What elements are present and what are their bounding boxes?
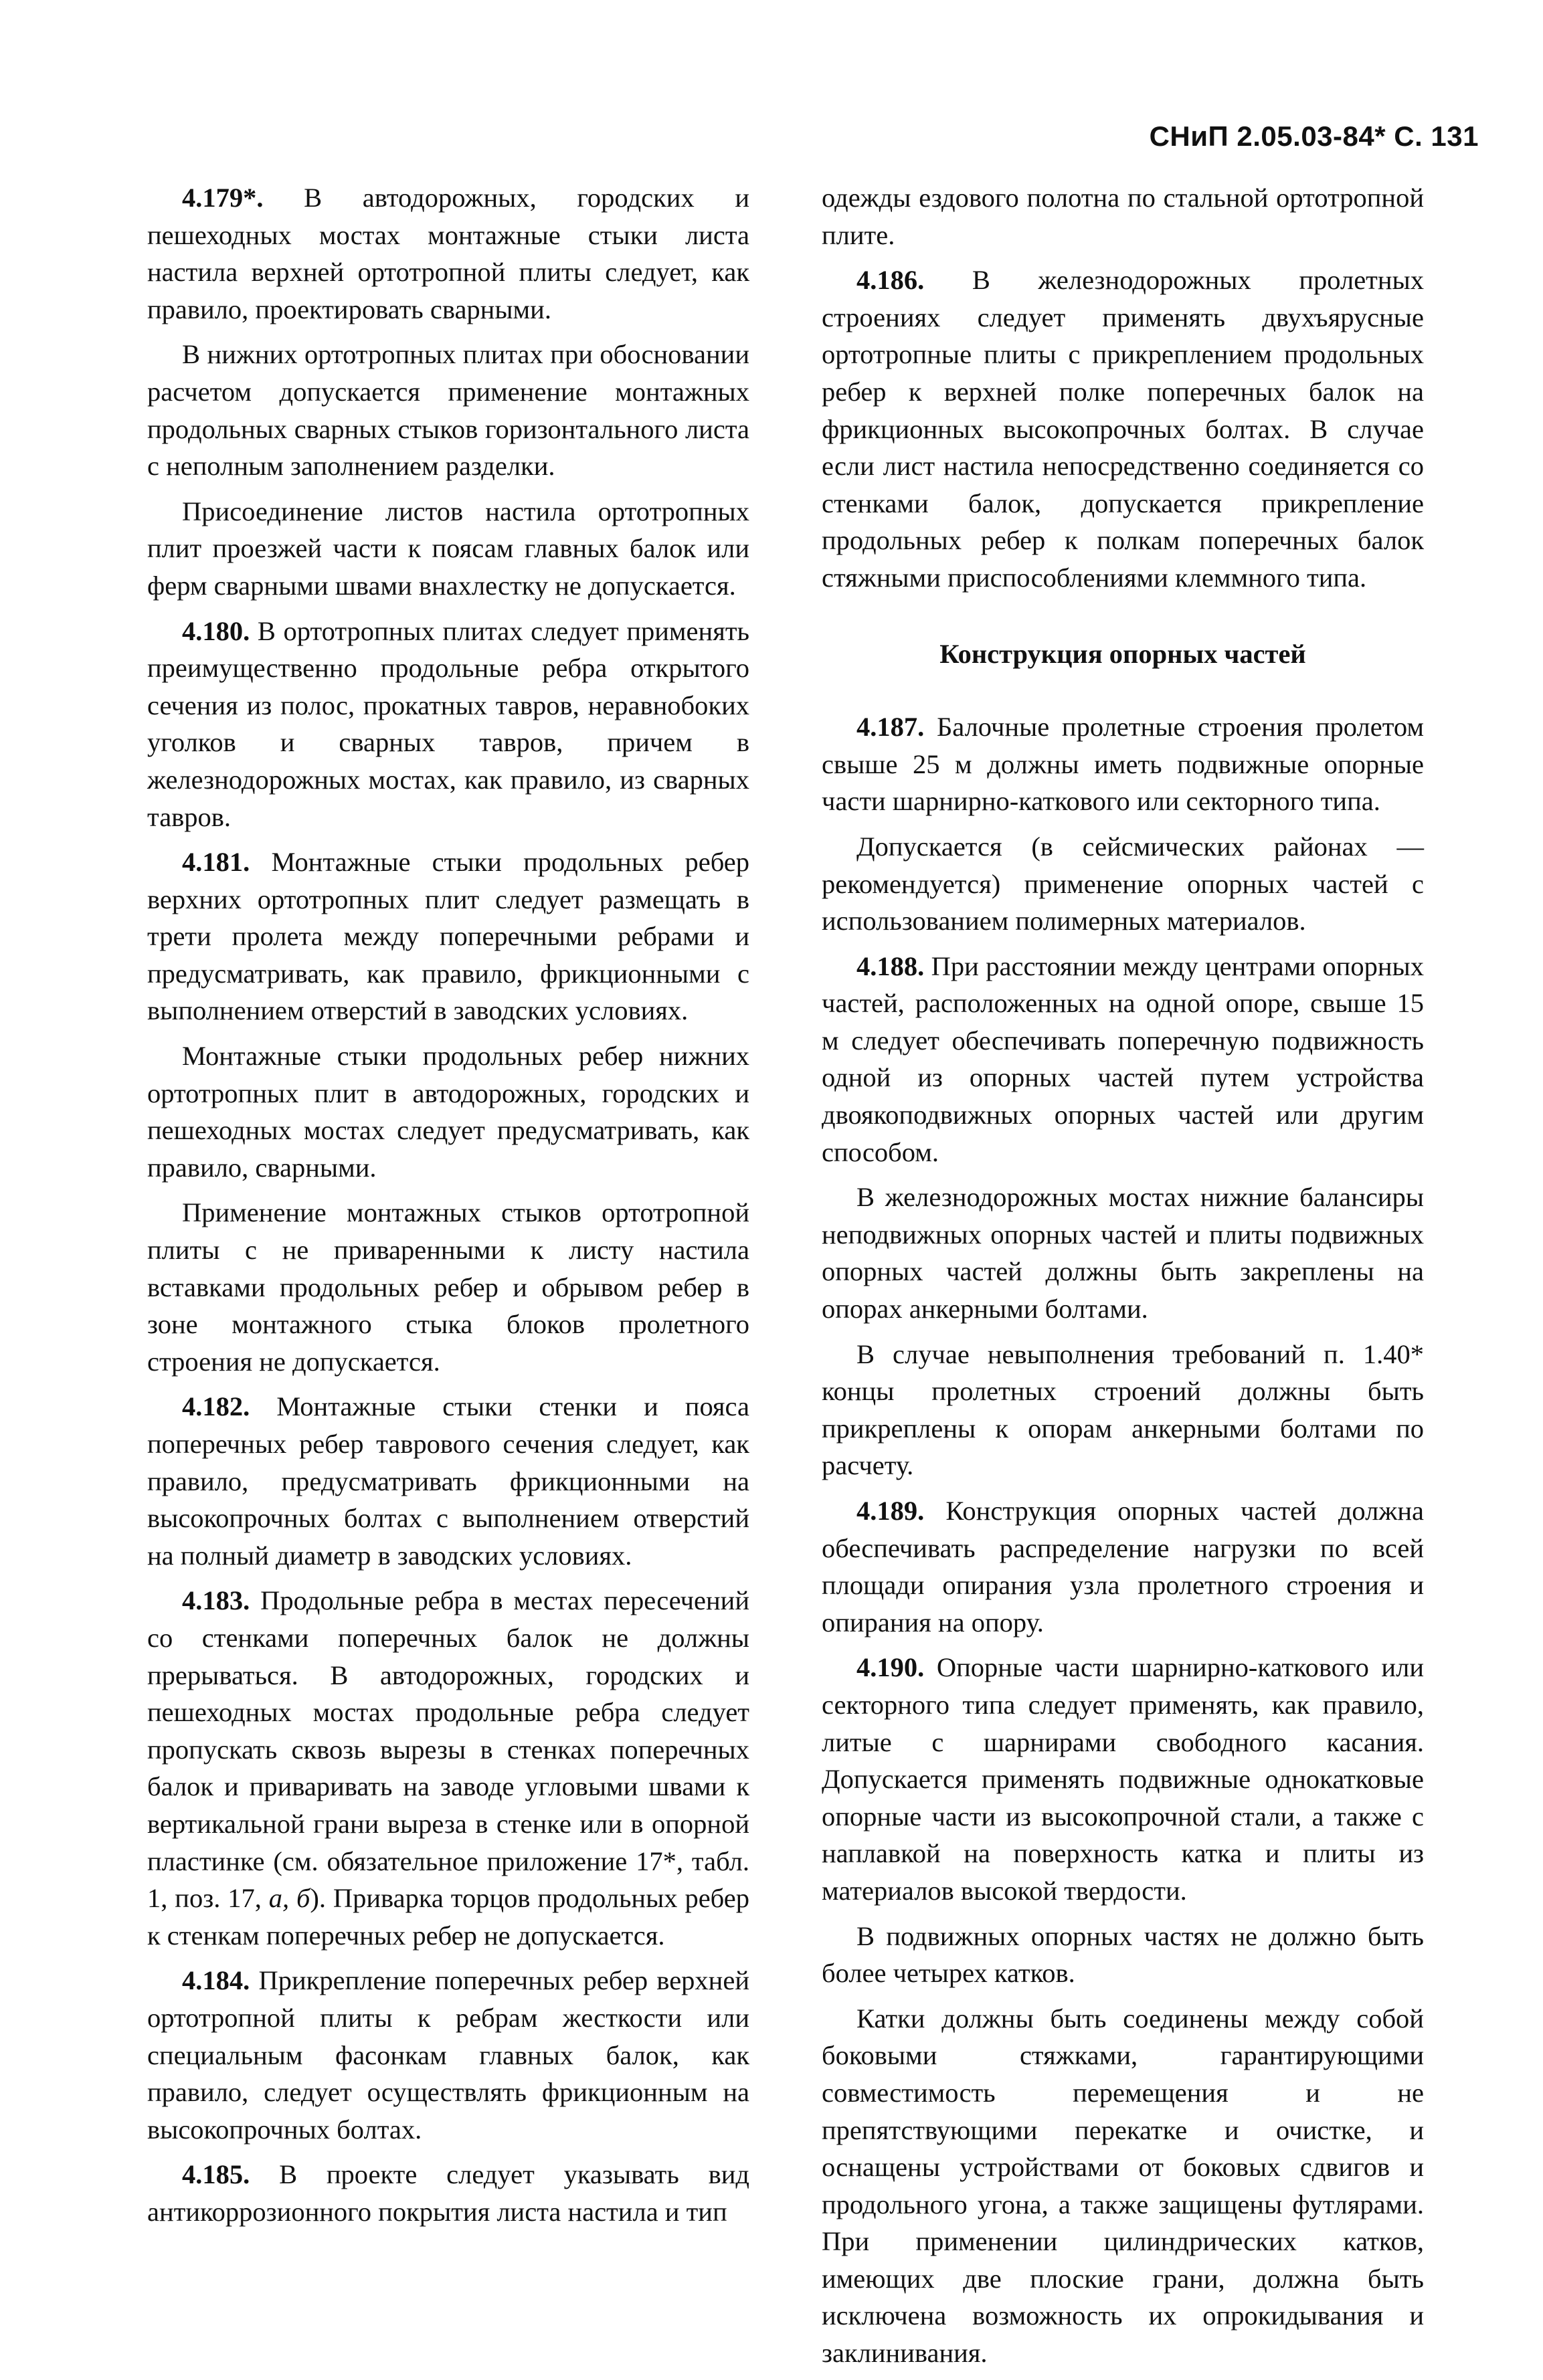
paragraph-text: Опорные части шарнирно-каткового или секторного типа следует применять, как правило, литые с шарнирами свободного касания. Допускается применять подвижные однокатковые опорные части из высокопрочной стали, а также с наплавкой на поверхность катка и плиты из материалов высокой твердости. xyxy=(822,1652,1424,1906)
paragraph-text: В случае невыполнения требований п. 1.40* концы пролетных строений должны быть прикреплены к опорам анкерными болтами по расчету. xyxy=(822,1338,1424,1481)
clause-paragraph xyxy=(822,1492,1424,1641)
clause-number: 4.187. xyxy=(856,712,925,742)
paragraph-text: одежды ездового полотна по стальной ортотропной плите. xyxy=(822,183,1424,250)
clause-paragraph xyxy=(147,2156,749,2230)
paragraph-text: При расстоянии между центрами опорных частей, расположенных на одной опоре, свыше 15 м следует обеспечивать поперечную подвижность одной из опорных частей путем устройства двоякоподвижных опорных частей или другим способом. xyxy=(822,951,1424,1167)
clause-paragraph xyxy=(147,844,749,1029)
paragraph xyxy=(822,828,1424,940)
clause-number: 4.183. xyxy=(182,1585,250,1616)
clause-number: 4.188. xyxy=(856,951,925,981)
clause-number: 4.184. xyxy=(182,1965,250,1996)
clause-paragraph xyxy=(822,262,1424,596)
clause-number: 4.182. xyxy=(182,1391,250,1422)
clause-paragraph xyxy=(822,948,1424,1171)
paragraph-text: Монтажные стыки продольных ребер нижних ортотропных плит в автодорожных, городских и пешеходных мостах следует предусматривать, как правило, сварными. xyxy=(147,1041,749,1183)
paragraph xyxy=(147,1037,749,1186)
clause-paragraph xyxy=(147,1582,749,1954)
clause-number: 4.181. xyxy=(182,847,250,878)
paragraph xyxy=(822,1179,1424,1327)
clause-paragraph xyxy=(822,708,1424,820)
paragraph-text: Применение монтажных стыков ортотропной плиты с не приваренными к листу настила вставками продольных ребер и обрывом ребер в зоне монтажного стыка блоков пролетного строения не допускается. xyxy=(147,1197,749,1377)
left-column xyxy=(147,179,749,2238)
paragraph xyxy=(147,1194,749,1380)
paragraph-text: Допускается (в сейсмических районах — рекомендуется) применение опорных частей с использованием полимерных материалов. xyxy=(822,831,1424,936)
clause-number: 4.186. xyxy=(856,265,925,296)
paragraph-text: В железнодорожных пролетных строениях следует применять двухъярусные ортотропные плиты с прикреплением продольных ребер к верхней полке поперечных балок на фрикционных высокопрочных болтах. В случае если лист настила непосредственно соединяется со стенками балок, допускается прикрепление продольных ребер к полкам поперечных балок стяжными приспособлениями клеммного типа. xyxy=(822,265,1424,593)
paragraph-text: Прикрепление поперечных ребер верхней ортотропной плиты к ребрам жесткости или специальным фасонкам главных балок, как правило, следует осуществлять фрикционным на высокопрочных болтах. xyxy=(147,1965,749,2145)
right-column-bottom xyxy=(822,708,1424,2372)
clause-paragraph xyxy=(147,1962,749,2148)
section-heading: Конструкция опорных частей xyxy=(939,638,1306,669)
clause-number: 4.189. xyxy=(856,1496,925,1526)
paragraph-text: Продольные ребра в местах пересечений со стенками поперечных балок не должны прерываться. В автодорожных, городских и пешеходных мостах продольные ребра следует пропускать сквозь вырезы в стенках поперечных балок и приваривать на заводе угловыми швами к вертикальной грани выреза в стенке или в опорной пластинке (см. обязательное приложение 17*, табл. 1, поз. 17, а, б). Приварка торцов продольных ребер к стенкам поперечных ребер не допускается. xyxy=(147,1585,749,1951)
paragraph-text: Присоединение листов настила ортотропных плит проезжей части к поясам главных балок или ферм сварными швами внахлестку не допускается. xyxy=(147,496,749,601)
paragraph xyxy=(822,179,1424,254)
clause-number: 4.190. xyxy=(856,1652,925,1683)
paragraph-text: Балочные пролетные строения пролетом свыше 25 м должны иметь подвижные опорные части шарнирно-каткового или секторного типа. xyxy=(822,712,1424,817)
paragraph-text: В автодорожных, городских и пешеходных мостах монтажные стыки листа настила верхней ортотропной плиты следует, как правило, проектировать сварными. xyxy=(147,183,749,324)
running-head: СНиП 2.05.03-84* С. 131 xyxy=(1149,120,1479,152)
clause-number: 4.180. xyxy=(182,615,250,646)
right-column-top xyxy=(822,179,1424,597)
paragraph-text: В ортотропных плитах следует применять преимущественно продольные ребра открытого сечения из полос, прокатных тавров, неравнобоких уголков и сварных тавров, причем в железнодорожных мостах, как правило, из сварных тавров. xyxy=(147,615,749,832)
paragraph-text: Монтажные стыки стенки и пояса поперечных ребер таврового сечения следует, как правило, предусматривать фрикционными на высокопрочных болтах с выполнением отверстий на полный диаметр в заводских условиях. xyxy=(147,1391,749,1571)
paragraph-text: Катки должны быть соединены между собой боковыми стяжками, гарантирующими совместимость перемещения и не препятствующими перекатке и очистке, и оснащены устройствами от боковых сдвигов и продольного угона, а также защищены футлярами. При применении цилиндрических катков, имеющих две плоские грани, должна быть исключена возможность их опрокидывания и заклинивания. xyxy=(822,2003,1424,2369)
paragraph-text: В нижних ортотропных плитах при обосновании расчетом допускается применение монтажных продольных сварных стыков горизонтального листа с неполным заполнением разделки. xyxy=(147,339,749,482)
paragraph xyxy=(822,2000,1424,2372)
clause-paragraph xyxy=(147,179,749,328)
paragraph-text: Монтажные стыки продольных ребер верхних ортотропных плит следует размещать в трети пролета между поперечными ребрами и предусматривать, как правило, фрикционными с выполнением отверстий в заводских условиях. xyxy=(147,847,749,1026)
paragraph xyxy=(822,1918,1424,1992)
clause-number: 4.179*. xyxy=(182,183,264,213)
clause-paragraph xyxy=(147,1388,749,1574)
paragraph xyxy=(822,1336,1424,1484)
paragraph-text: В железнодорожных мостах нижние балансиры неподвижных опорных частей и плиты подвижных опорных частей должны быть закреплены на опорах анкерными болтами. xyxy=(822,1182,1424,1324)
paragraph xyxy=(147,336,749,484)
right-column xyxy=(822,179,1424,2380)
clause-number: 4.185. xyxy=(182,2159,250,2190)
clause-paragraph xyxy=(147,613,749,836)
paragraph-text: В подвижных опорных частях не должно быть более четырех катков. xyxy=(822,1920,1424,1989)
paragraph-text: В проекте следует указывать вид антикоррозионного покрытия листа настила и тип xyxy=(147,2159,749,2227)
paragraph xyxy=(147,493,749,605)
clause-paragraph xyxy=(822,1649,1424,1909)
paragraph-text: Конструкция опорных частей должна обеспечивать распределение нагрузки по всей площади опирания узла пролетного строения и опирания на опору. xyxy=(822,1496,1424,1638)
